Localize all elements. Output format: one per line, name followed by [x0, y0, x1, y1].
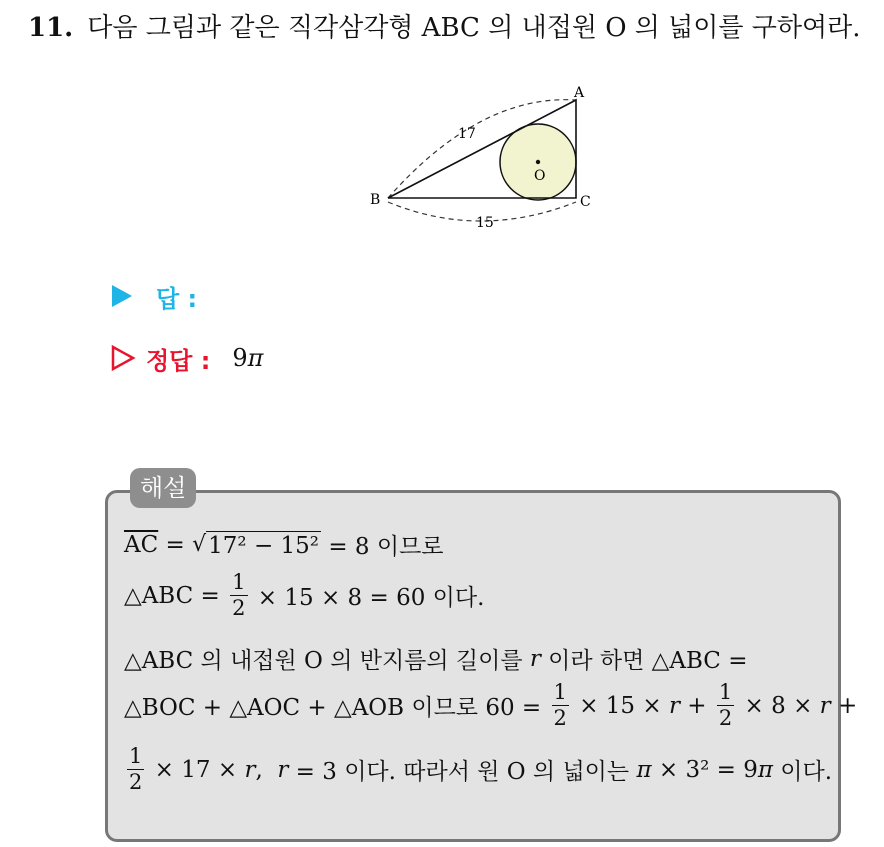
outline-triangle-icon [110, 344, 136, 372]
solution-line-3: △ABC 의 내접원 O 의 반지름의 길이를 r 이라 하면 △ABC = [124, 645, 748, 674]
answer-input-row [110, 276, 197, 316]
solution-line-1: $\overline{AC}$ = √ 17² − 15² = 8 이므로 [124, 531, 444, 560]
correct-answer-value: 9π [232, 344, 264, 372]
vertex-a-label: A [574, 85, 585, 101]
solution-line-4: △BOC + △AOC + △AOB 이므로 60 = $\frac{1}{2}$ × 15 × r + $\frac{1}{2}$ × 8 × r + [124, 680, 858, 730]
triangle-diagram [360, 82, 600, 242]
vertex-b-label: B [370, 192, 381, 208]
filled-triangle-icon [110, 283, 134, 309]
triangle-figure [360, 82, 600, 242]
correct-answer-label: 정답 : [146, 346, 211, 375]
vertex-c-label: C [580, 194, 591, 210]
question-text: 다음 그림과 같은 직각삼각형 ABC 의 내접원 O 의 넓이를 구하여라. [87, 13, 861, 43]
solution-tag: 해설 [130, 468, 196, 508]
base-length-label: 15 [476, 215, 494, 231]
solution-line-5: $\frac{1}{2}$ × 17 × r , r = 3 이다. 따라서 원 O 의 넓이는 π × 3² = 9 π 이다. [129, 744, 833, 794]
center-point [536, 160, 540, 164]
answer-label: 답 : [156, 284, 198, 313]
question-number: 11. [28, 13, 74, 43]
correct-answer-row [110, 338, 263, 378]
center-o-label: O [534, 168, 546, 184]
hypotenuse-length-label: 17 [458, 126, 476, 142]
solution-line-2: △ABC = $\frac{1}{2}$ × 15 × 8 = 60 이다. [124, 570, 485, 620]
question [28, 10, 868, 46]
